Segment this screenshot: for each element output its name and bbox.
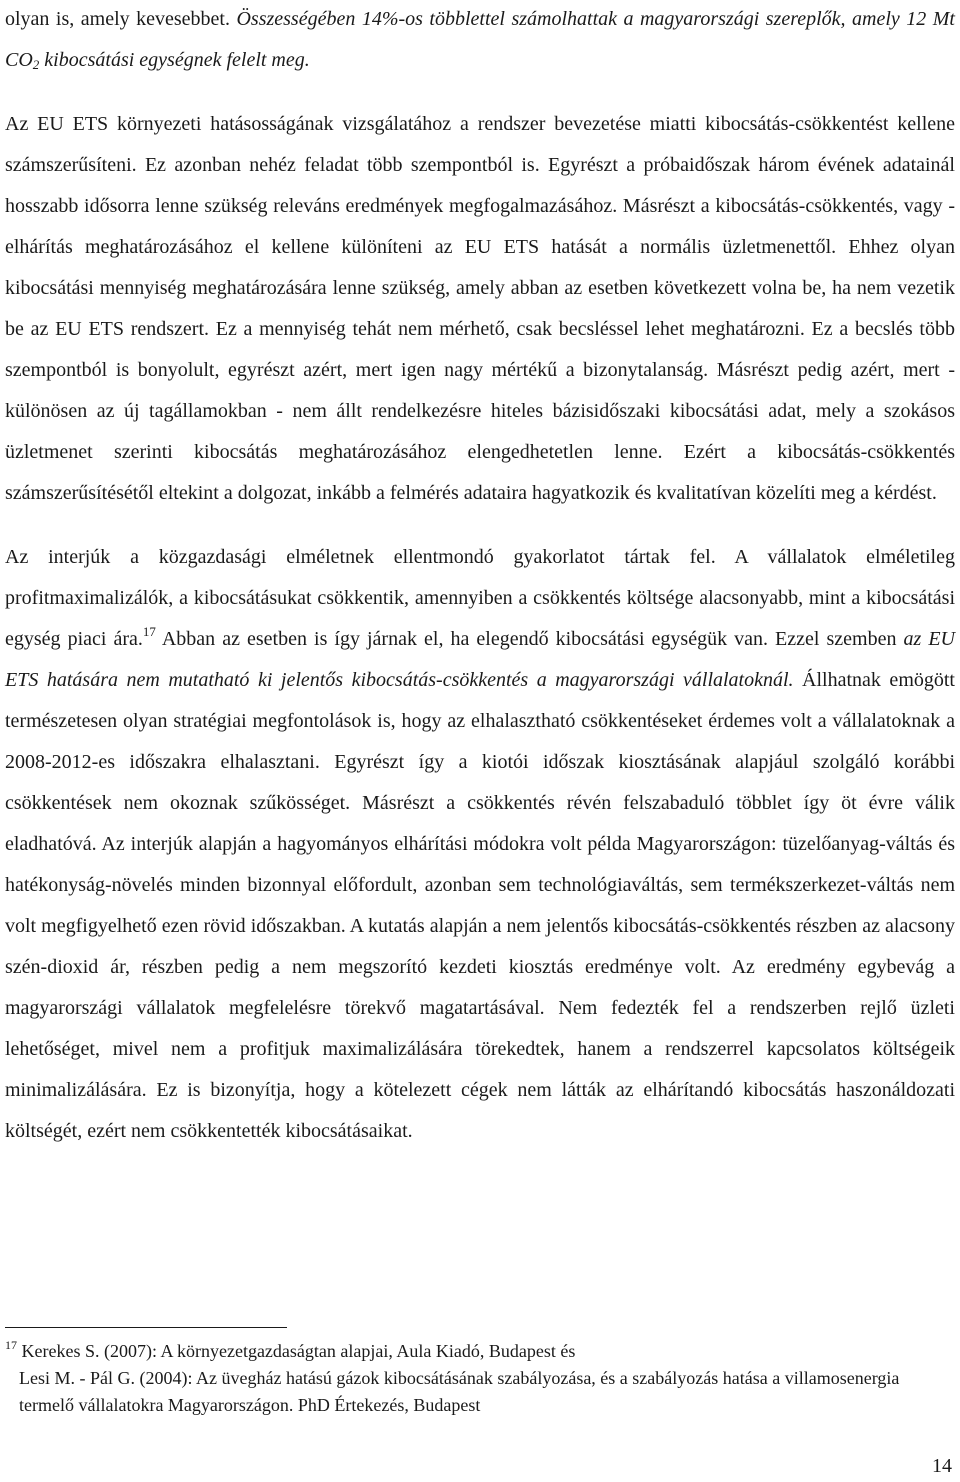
paragraph-interviews: [5, 537, 955, 1152]
paragraph-continuation: [5, 0, 955, 81]
paragraph-text: Abban az esetben is így járnak el, ha elegendő kibocsátási egységük van. Ezzel szemben: [155, 628, 904, 650]
subscript: 2: [32, 57, 40, 72]
emphasis-text-main: Összességében 14%-os többlettel számolhattak a magyarországi szereplők, amely 12 Mt CO: [5, 8, 955, 71]
footnote-line-2: Lesi M. - Pál G. (2004): Az üvegház hatású gázok kibocsátásának szabályozása, és a szabályozás hatása a villamosenergia termelő vállalatokra Magyarországon. PhD Értekezés, Budapest: [19, 1368, 900, 1415]
footnote-mark: 17: [5, 1338, 17, 1352]
footnote-reference[interactable]: 17: [142, 624, 156, 639]
footnote-separator: [5, 1327, 287, 1328]
paragraph-text: Az interjúk a közgazdasági elméletnek ellentmondó gyakorlatot tártak fel. A vállalatok elméletileg profitmaximalizálók, a kibocsátásukat csökkentik, amennyiben a csökkentés költsége alacsonyabb, mint a kibocsátási egység piaci ára.: [5, 546, 955, 650]
footnote-text: Kerekes S. (2007): A környezetgazdaságtan alapjai, Aula Kiadó, Budapest és: [17, 1341, 576, 1361]
paragraph-text: Állhatnak emögött természetesen olyan stratégiai megfontolások is, hogy az elhalasztható csökkentéseket érdemes volt a vállalatoknak a 2008-2012-es időszakra elhalasztani. Egyrészt így a kiotói időszak kiosztásának alapjául szolgáló korábbi csökkentések nem okoznak szűkösséget. Másrészt a csökkentés révén felszabaduló többlet így öt évre válik eladhatóvá. Az interjúk alapján a hagyományos elhárítási módokra volt példa Magyarországon: tüzelőanyag-váltás és hatékonyság-növelés minden bizonnyal előfordult, azonban sem technológiaváltás, sem termékszerkezet-váltás nem volt megfigyelhető ezen rövid időszakban. A kutatás alapján a nem jelentős kibocsátás-csökkentés részben az alacsony szén-dioxid ár, részben pedig a nem megszorító kezdeti kiosztás eredménye volt. Az eredmény egybevág a magyarországi vállalatok megfelelésre törekvő magatartásával. Nem fedezték fel a rendszerben rejlő üzleti lehetőséget, mivel nem a profitjuk maximalizálására törekedtek, hanem a rendszerrel kapcsolatos költségeik minimalizálására. Ez is bizonyítja, hogy a kötelezett cégek nem látták az elhárítandó kibocsátás haszonáldozati költségét, ezért nem csökkentették kibocsátásaikat.: [5, 669, 955, 1142]
footnote: [5, 1338, 955, 1419]
page-body: [5, 0, 955, 1152]
footnote-line-1: [5, 1338, 955, 1365]
emphasis-text: az EU ETS hatására nem mutatható ki jelentős kibocsátás-csökkentés a magyarországi vállalatoknál.: [5, 628, 955, 691]
page-number: 14: [932, 1455, 952, 1477]
emphasis-text-tail: kibocsátási egységnek felelt meg.: [39, 49, 310, 71]
paragraph-text: olyan is, amely kevesebbet.: [5, 8, 237, 30]
paragraph-ets-effectiveness: Az EU ETS környezeti hatásosságának vizsgálatához a rendszer bevezetése miatti kibocsátás-csökkentést kellene számszerűsíteni. Ez azonban nehéz feladat több szempontból is. Egyrészt a próbaidőszak három évének adatainál hosszabb idősorra lenne szükség releváns eredmények megfogalmazásához. Másrészt a kibocsátás-csökkentés, vagy -elhárítás meghatározásához el kellene különíteni az EU ETS hatását a normális üzletmenettől. Ehhez olyan kibocsátási mennyiség meghatározására lenne szükség, amely abban az esetben következett volna be, ha nem vezetik be az EU ETS rendszert. Ez a mennyiség tehát nem mérhető, csak becsléssel lehet meghatározni. Ez a becslés több szempontból is bonyolult, egyrészt azért, mert igen nagy mértékű a bizonytalanság. Másrészt pedig azért, mert - különösen az új tagállamokban - nem állt rendelkezésre hiteles bázisidőszaki kibocsátási adat, mely a szokásos üzletmenet szerinti kibocsátás meghatározásához elengedhetetlen lenne. Ezért a kibocsátás-csökkentés számszerűsítésétől eltekint a dolgozat, inkább a felmérés adataira hagyatkozik és kvalitatívan közelíti meg a kérdést.: [5, 113, 955, 504]
